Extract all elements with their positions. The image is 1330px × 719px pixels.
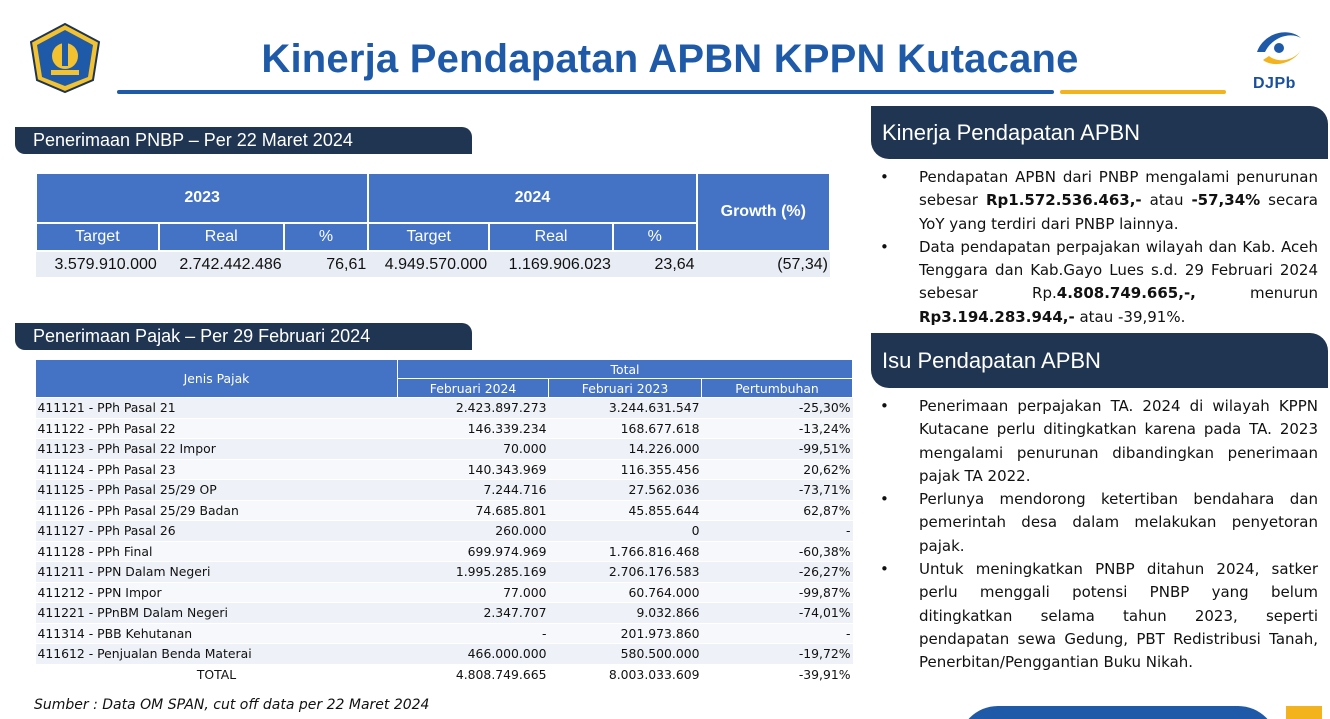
pajak-cell-growth: -74,01% (702, 603, 853, 624)
kinerja-section-title: Kinerja Pendapatan APBN (871, 106, 1328, 159)
pajak-cell-feb2023: 3.244.631.547 (549, 398, 702, 419)
pajak-cell-feb2024: 7.244.716 (398, 480, 549, 501)
pajak-cell-jenis: 411221 - PPnBM Dalam Negeri (36, 603, 398, 624)
pajak-total-label: TOTAL (36, 664, 398, 685)
pajak-cell-feb2023: 201.973.860 (549, 623, 702, 644)
pnbp-subheader-real-2023: Real (159, 223, 284, 251)
list-item (880, 395, 1318, 488)
pajak-cell-feb2023: 27.562.036 (549, 480, 702, 501)
list-item (880, 488, 1318, 558)
footer-decoration-arc (958, 706, 1278, 719)
bullet-bold: Rp3.194.283.944,- (919, 307, 1075, 326)
djpb-logo (1243, 20, 1313, 95)
pajak-cell-growth: - (702, 623, 853, 644)
pnbp-cell: 3.579.910.000 (36, 251, 159, 277)
pajak-cell-growth: 20,62% (702, 459, 853, 480)
bullet-bold: Rp1.572.536.463,- (985, 191, 1142, 210)
pajak-cell-jenis: 411314 - PBB Kehutanan (36, 623, 398, 644)
pajak-cell-growth: -25,30% (702, 398, 853, 419)
table-row (36, 644, 853, 665)
bullet-text: atau (1141, 191, 1192, 210)
pnbp-cell: 4.949.570.000 (368, 251, 489, 277)
pajak-cell-jenis: 411125 - PPh Pasal 25/29 OP (36, 480, 398, 501)
pnbp-subheader-pct-2023: % (284, 223, 369, 251)
pajak-header-total: Total (398, 360, 853, 379)
table-row (36, 562, 853, 583)
bullet-text: secara YoY yang terdiri dari PNBP lainnya. (919, 191, 1318, 233)
pajak-cell-jenis: 411121 - PPh Pasal 21 (36, 398, 398, 419)
pajak-cell-feb2024: 146.339.234 (398, 418, 549, 439)
pajak-cell-growth: -19,72% (702, 644, 853, 665)
pnbp-table (35, 172, 831, 277)
table-row (36, 541, 853, 562)
table-row (36, 480, 853, 501)
bullet-dot: • (880, 237, 889, 256)
list-item (880, 166, 1318, 236)
kemenkeu-logo-icon (27, 22, 103, 94)
pajak-cell-feb2023: 9.032.866 (549, 603, 702, 624)
pajak-cell-feb2024: 260.000 (398, 521, 549, 542)
pajak-cell-feb2024: 699.974.969 (398, 541, 549, 562)
pajak-cell-jenis: 411128 - PPh Final (36, 541, 398, 562)
isu-section-title: Isu Pendapatan APBN (871, 333, 1328, 388)
pnbp-subheader-real-2024: Real (489, 223, 613, 251)
pnbp-cell: 2.742.442.486 (159, 251, 284, 277)
bullet-dot: • (880, 168, 889, 186)
pnbp-subheader-pct-2024: % (613, 223, 697, 251)
pajak-section-title: Penerimaan Pajak – Per 29 Februari 2024 (15, 323, 472, 350)
pnbp-cell: 23,64 (613, 251, 697, 277)
table-row (36, 521, 853, 542)
pajak-cell-jenis: 411211 - PPN Dalam Negeri (36, 562, 398, 583)
page-title: Kinerja Pendapatan APBN KPPN Kutacane (261, 37, 1079, 81)
table-row (36, 418, 853, 439)
table-row (36, 398, 853, 419)
table-row (36, 459, 853, 480)
table-row (36, 439, 853, 460)
table-row-total (36, 664, 853, 685)
pajak-cell-jenis: 411124 - PPh Pasal 23 (36, 459, 398, 480)
table-row (36, 582, 853, 603)
pajak-cell-feb2023: 116.355.456 (549, 459, 702, 480)
pajak-cell-growth: -60,38% (702, 541, 853, 562)
pnbp-cell: 1.169.906.023 (489, 251, 613, 277)
bullet-text: Data pendapatan perpajakan wilayah dan Kab. Aceh Tenggara dan Kab.Gayo Lues s.d. 29 Februari 2024 sebesar Rp. (919, 237, 1318, 303)
table-row (36, 603, 853, 624)
pnbp-subheader-target-2024: Target (368, 223, 489, 251)
pajak-cell-jenis: 411612 - Penjualan Benda Materai (36, 644, 398, 665)
list-item (880, 236, 1318, 329)
pajak-cell-feb2024: - (398, 623, 549, 644)
pajak-cell-feb2024: 1.995.285.169 (398, 562, 549, 583)
pajak-cell-feb2024: 70.000 (398, 439, 549, 460)
pajak-header-growth: Pertumbuhan (702, 379, 853, 398)
pajak-cell-feb2023: 0 (549, 521, 702, 542)
table-row (36, 623, 853, 644)
pajak-total-feb2024: 4.808.749.665 (398, 664, 549, 685)
pajak-cell-feb2023: 2.706.176.583 (549, 562, 702, 583)
bullet-dot: • (880, 397, 889, 415)
footer-decoration-gold (1286, 706, 1322, 719)
pnbp-cell: 76,61 (284, 251, 369, 277)
table-row (36, 500, 853, 521)
pajak-cell-feb2023: 168.677.618 (549, 418, 702, 439)
pajak-total-feb2023: 8.003.033.609 (549, 664, 702, 685)
bullet-text: Pendapatan APBN dari PNBP mengalami penurunan sebesar (919, 168, 1318, 210)
pajak-header-jenis: Jenis Pajak (36, 360, 398, 398)
pajak-cell-feb2023: 1.766.816.468 (549, 541, 702, 562)
pajak-cell-feb2023: 60.764.000 (549, 582, 702, 603)
pajak-cell-feb2023: 14.226.000 (549, 439, 702, 460)
pajak-cell-feb2024: 2.423.897.273 (398, 398, 549, 419)
bullet-bold: 4.808.749.665,-, (1056, 284, 1196, 303)
pajak-header-feb2024: Februari 2024 (398, 379, 549, 398)
pnbp-cell: (57,34) (697, 251, 830, 277)
pajak-table-body (36, 398, 853, 685)
pajak-cell-feb2023: 580.500.000 (549, 644, 702, 665)
pajak-cell-growth: -99,51% (702, 439, 853, 460)
djpb-logo-text: DJPb (1253, 75, 1296, 92)
bullet-text: atau -39,91%. (1074, 307, 1186, 326)
pnbp-header-growth: Growth (%) (697, 173, 830, 251)
pajak-cell-feb2024: 466.000.000 (398, 644, 549, 665)
title-underline-gold (1060, 90, 1226, 94)
kinerja-bullet-list (880, 166, 1318, 329)
pajak-cell-feb2024: 2.347.707 (398, 603, 549, 624)
bullet-text: Penerimaan perpajakan TA. 2024 di wilayah KPPN Kutacane perlu ditingkatkan karena pada TA. 2023 mengalami penurunan dibandingkan penerimaan pajak TA 2022. (919, 397, 1318, 485)
bullet-text: Perlunya mendorong ketertiban bendahara dan pemerintah desa dalam melakukan penyetoran pajak. (919, 490, 1318, 555)
pajak-total-growth: -39,91% (702, 664, 853, 685)
pajak-cell-feb2023: 45.855.644 (549, 500, 702, 521)
pajak-cell-jenis: 411127 - PPh Pasal 26 (36, 521, 398, 542)
pajak-cell-growth: -13,24% (702, 418, 853, 439)
table-row (36, 251, 830, 277)
pajak-cell-growth: 62,87% (702, 500, 853, 521)
pnbp-header-2024: 2024 (368, 173, 696, 223)
pajak-cell-jenis: 411123 - PPh Pasal 22 Impor (36, 439, 398, 460)
bullet-dot: • (880, 560, 889, 579)
bullet-text: Untuk meningkatkan PNBP ditahun 2024, satker perlu menggali potensi PNBP yang belum ditingkatkan selama tahun 2023, seperti pendapatan sewa Gedung, PBT Redistribusi Tanah, Penerbitan/Penggantian Buku Nikah. (919, 560, 1318, 672)
pajak-cell-jenis: 411122 - PPh Pasal 22 (36, 418, 398, 439)
pajak-cell-jenis: 411126 - PPh Pasal 25/29 Badan (36, 500, 398, 521)
pajak-header-feb2023: Februari 2023 (549, 379, 702, 398)
pnbp-section-title: Penerimaan PNBP – Per 22 Maret 2024 (15, 127, 472, 154)
bullet-bold: -57,34% (1191, 191, 1261, 210)
isu-bullet-list (880, 395, 1318, 675)
bullet-text: menurun (1195, 284, 1318, 303)
pajak-cell-feb2024: 74.685.801 (398, 500, 549, 521)
bullet-dot: • (880, 490, 889, 509)
pajak-cell-growth: - (702, 521, 853, 542)
djpb-emblem-icon (1243, 20, 1313, 75)
pnbp-subheader-target-2023: Target (36, 223, 159, 251)
pajak-cell-feb2024: 140.343.969 (398, 459, 549, 480)
pajak-cell-jenis: 411212 - PPN Impor (36, 582, 398, 603)
pajak-cell-feb2024: 77.000 (398, 582, 549, 603)
pnbp-header-2023: 2023 (36, 173, 368, 223)
pajak-cell-growth: -99,87% (702, 582, 853, 603)
source-note: Sumber : Data OM SPAN, cut off data per 22 Maret 2024 (34, 697, 430, 713)
pajak-cell-growth: -26,27% (702, 562, 853, 583)
title-underline-blue (117, 90, 1054, 94)
pajak-cell-growth: -73,71% (702, 480, 853, 501)
pajak-table (35, 359, 853, 685)
list-item (880, 558, 1318, 674)
